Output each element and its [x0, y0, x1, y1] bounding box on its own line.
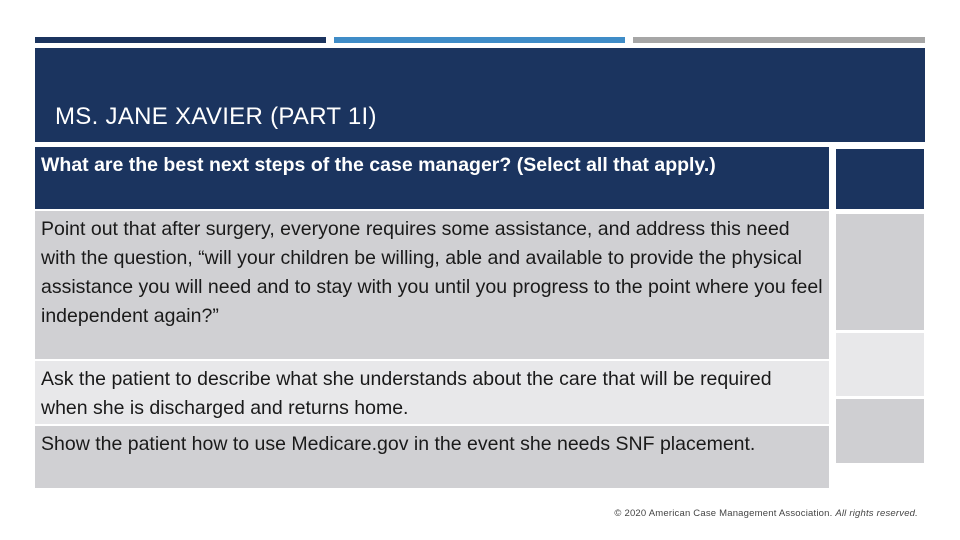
copyright-text: © 2020 American Case Management Association.: [614, 508, 833, 519]
side-cell-option-3[interactable]: [836, 399, 924, 463]
slide-title: MS. JANE XAVIER (PART 1I): [55, 103, 377, 130]
accent-bar-gray: [633, 37, 925, 43]
answer-option-2[interactable]: Ask the patient to describe what she understands about the care that will be required when she is discharged and returns home.: [35, 361, 829, 426]
side-cell-option-2[interactable]: [836, 333, 924, 396]
answer-option-3[interactable]: Show the patient how to use Medicare.gov in the event she needs SNF placement.: [35, 426, 829, 490]
question-table: [35, 147, 829, 490]
accent-bar-navy: [35, 37, 326, 43]
rights-text: All rights reserved.: [835, 508, 918, 519]
accent-bar-blue: [334, 37, 625, 43]
footer-copyright: [614, 508, 918, 519]
side-cell-option-1[interactable]: [836, 214, 924, 330]
answer-option-1[interactable]: Point out that after surgery, everyone requires some assistance, and address this need with the question, “will your children be willing, able and available to provide the physical assistance you will need and to stay with you until you progress to the point where you feel independent again?”: [35, 211, 829, 361]
side-cell-header: [836, 149, 924, 209]
question-header: What are the best next steps of the case manager? (Select all that apply.): [35, 147, 829, 211]
